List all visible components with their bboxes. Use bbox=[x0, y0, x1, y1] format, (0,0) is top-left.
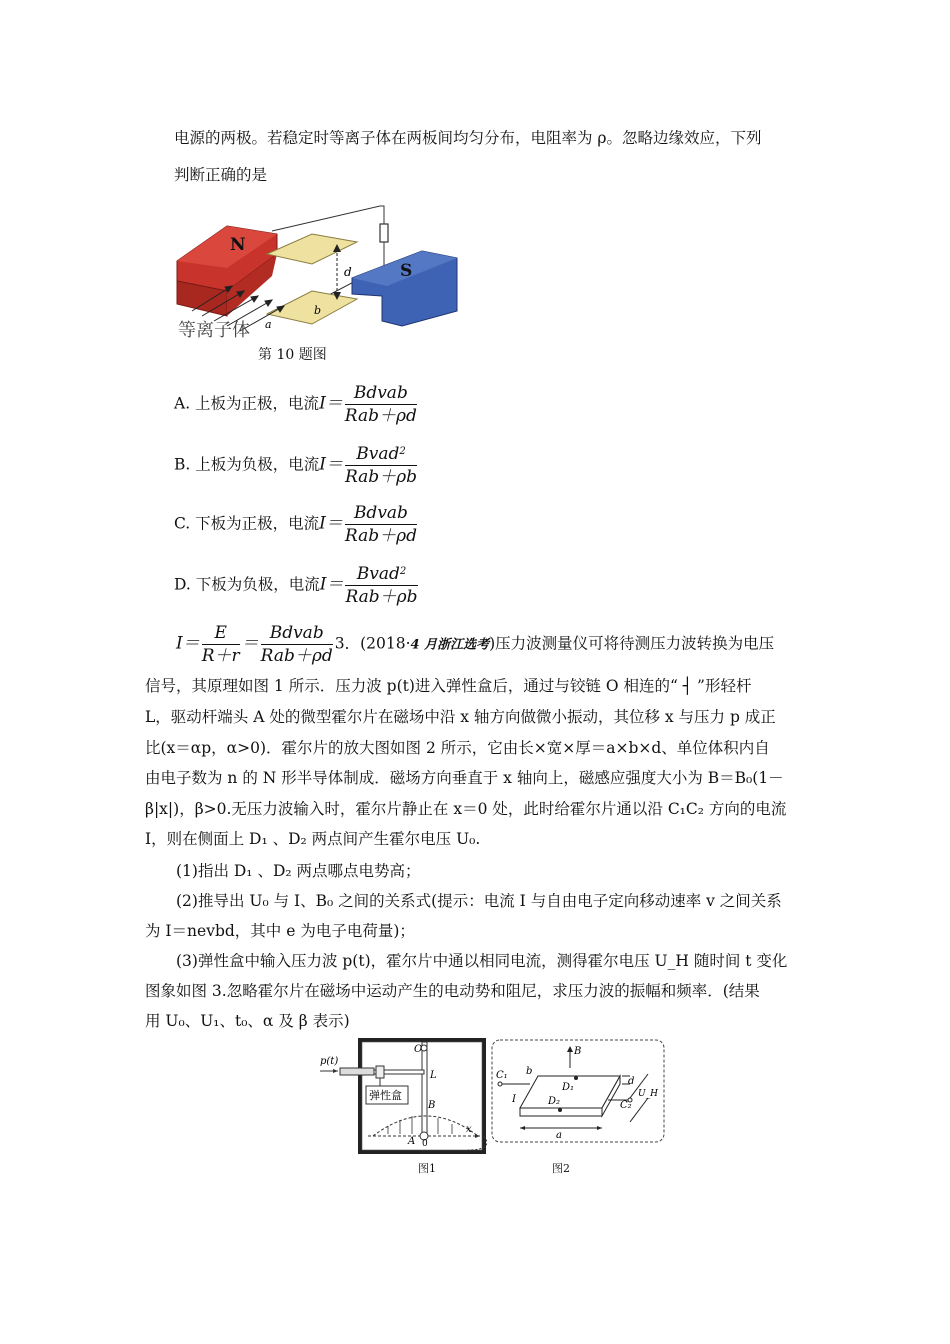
upper-plate bbox=[267, 234, 357, 264]
fig2-UH-label: U_H bbox=[638, 1089, 658, 1099]
fig1-caption: 图1 bbox=[418, 1162, 436, 1175]
n-magnet bbox=[177, 226, 277, 316]
fig1-0-label: 0 bbox=[422, 1139, 428, 1149]
n-label: N bbox=[230, 235, 246, 255]
intro-line-1: 电源的两极。若稳定时等离子体在两板间均匀分布，电阻率为 ρ。忽略边缘效应，下列 bbox=[174, 129, 762, 147]
fig1-x-label: x bbox=[466, 1124, 472, 1135]
fig1-L-label: L bbox=[430, 1070, 437, 1081]
fig1-O-label: O bbox=[414, 1044, 423, 1055]
fig2-b-label: b bbox=[526, 1066, 533, 1077]
fig2-B-label: B bbox=[574, 1046, 582, 1057]
option-d: D. 下板为负极，电流I＝ $\frac{Bvad^2}{\text{Rab＋ρb}}$ bbox=[174, 564, 418, 607]
option-c: C. 下板为正极，电流I＝ $\frac{\text{Bdvab}}{\text{Rab＋ρd}}$ bbox=[174, 503, 417, 546]
plasma-label: 等离子体 bbox=[178, 320, 250, 341]
fig2-d-label: d bbox=[628, 1076, 635, 1087]
fig1-A-label: A bbox=[408, 1136, 416, 1147]
figure-10 bbox=[172, 196, 472, 346]
q3-part-3: (3)弹性盒中输入压力波 p(t)，霍尔片中通以相同电流，测得霍尔电压 U_H 随时间 t 变化 bbox=[176, 952, 788, 970]
q3-line-1: 信号，其原理如图 1 所示．压力波 p(t)进入弹性盒后，通过与铰链 O 相连的“ ┤ ”形轻杆 bbox=[145, 677, 752, 695]
fig2-D2-label: D₂ bbox=[548, 1096, 561, 1107]
q3-line-3: 比(x＝αp，α>0)．霍尔片的放大图如图 2 所示，它由长×宽×厚＝a×b×d、单位体积内自 bbox=[145, 739, 770, 757]
d-label: d bbox=[344, 265, 352, 279]
fig1-B-label: B bbox=[428, 1100, 436, 1111]
fig2-a-label: a bbox=[556, 1130, 562, 1141]
answer-and-q3-header: I＝ $\frac{E}{R+r}$ ＝ $\frac{\text{Bdvab}}{\text{Rab＋ρd}}$ 3．(2018·4 月浙江选考)压力波测量仪可将待测压力波转换为电压 bbox=[176, 623, 775, 666]
fig2-C1-label: C₁ bbox=[496, 1070, 508, 1081]
q3-line-6: I，则在侧面上 D₁ 、D₂ 两点间产生霍尔电压 U₀. bbox=[145, 830, 481, 848]
option-b: B. 上板为负极，电流I＝ $\frac{Bvad^2}{\text{Rab＋ρb}}$ bbox=[174, 444, 418, 487]
fig2-D1-label: D₁ bbox=[562, 1082, 575, 1093]
s-label: S bbox=[400, 261, 413, 281]
q3-part-2: (2)推导出 U₀ 与 I、B₀ 之间的关系式(提示：电流 I 与自由电子定向移动速率 v 之间关系 bbox=[176, 892, 782, 910]
fig1-pt-label: p(t) bbox=[320, 1056, 339, 1067]
figure-10-caption: 第 10 题图 bbox=[258, 347, 327, 363]
fig2-I-label: I bbox=[512, 1094, 516, 1105]
fig2-C2-label: C₂ bbox=[620, 1100, 632, 1111]
b-label: b bbox=[314, 304, 322, 317]
a-label: a bbox=[265, 318, 272, 331]
q3-line-4: 由电子数为 n 的 N 形半导体制成．磁场方向垂直于 x 轴向上，磁感应强度大小为 B＝B₀(1－ bbox=[145, 769, 784, 787]
intro-line-2: 判断正确的是 bbox=[174, 166, 268, 184]
option-a: A. 上板为正极，电流I＝ $\frac{\text{Bdvab}}{\text{Rab＋ρd}}$ bbox=[174, 383, 417, 426]
q3-part-2-cont: 为 I＝nevbd，其中 e 为电子电荷量)； bbox=[145, 922, 415, 940]
q3-line-2: L，驱动杆端头 A 处的微型霍尔片在磁场中沿 x 轴方向做微小振动，其位移 x 与压力 p 成正 bbox=[145, 708, 776, 726]
q3-part-3-cont: 图象如图 3.忽略霍尔片在磁场中运动产生的电动势和阻尼，求压力波的振幅和频率．(结果 bbox=[145, 982, 760, 1000]
q3-part-1: (1)指出 D₁ 、D₂ 两点哪点电势高； bbox=[176, 862, 421, 880]
fig2-caption: 图2 bbox=[552, 1162, 570, 1175]
fig1-box-label: 弹性盒 bbox=[369, 1089, 402, 1102]
q3-line-5: β|x|)，β>0.无压力波输入时，霍尔片静止在 x＝0 处，此时给霍尔片通以沿 C₁C₂ 方向的电流 bbox=[145, 800, 787, 818]
resistor-icon bbox=[380, 224, 388, 242]
figure-2 bbox=[490, 1038, 666, 1146]
figure-1 bbox=[318, 1038, 488, 1156]
q3-part-3-end: 用 U₀、U₁、t₀、α 及 β 表示) bbox=[145, 1012, 350, 1030]
